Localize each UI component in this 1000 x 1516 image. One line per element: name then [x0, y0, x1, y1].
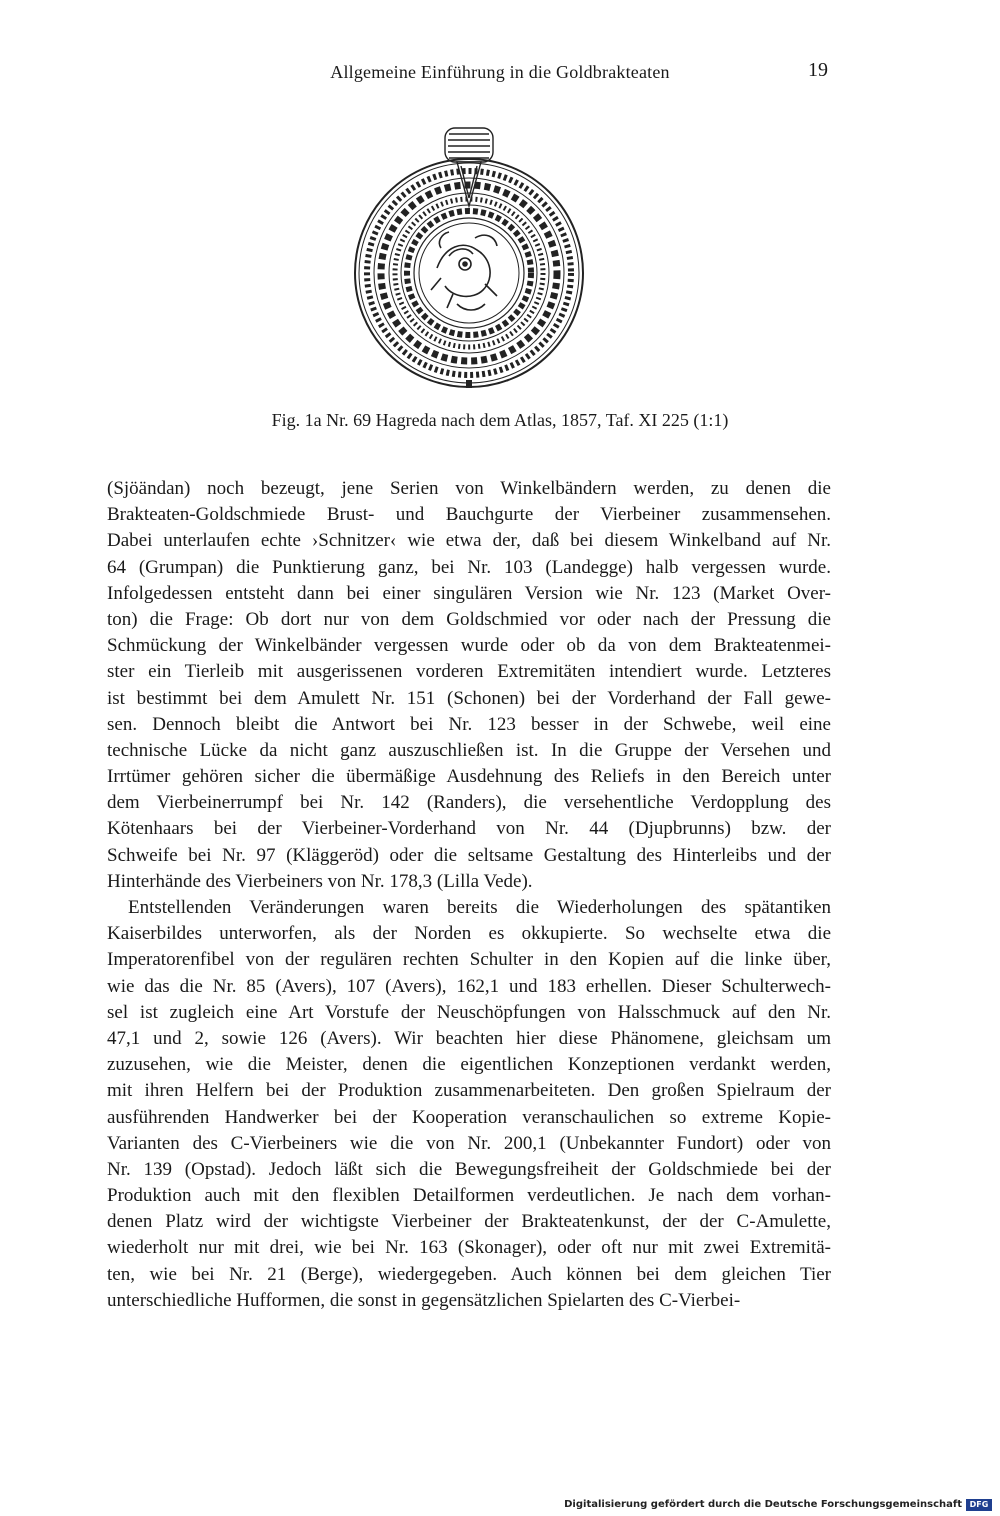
- text-line: 47,1 und 2, sowie 126 (Avers). Wir beachten hier diese Phänomene, gleichsam um: [107, 1027, 831, 1049]
- page-number: 19: [808, 59, 828, 81]
- running-title: Allgemeine Einführung in die Goldbrakteaten: [330, 62, 670, 82]
- figure-caption: Fig. 1a Nr. 69 Hagreda nach dem Atlas, 1857, Taf. XI 225 (1:1): [271, 410, 729, 430]
- text-line: ster ein Tierleib mit ausgerissenen vorderen Extremitäten intendiert wurde. Letzteres: [107, 661, 831, 683]
- text-line: sen. Dennoch bleibt die Antwort bei Nr. 123 besser in der Schwebe, weil eine: [107, 713, 831, 735]
- text-line: Brakteaten-Goldschmiede Brust- und Bauchgurte der Vierbeiner zusammensehen.: [107, 504, 831, 526]
- text-line: ton) die Frage: Ob dort nur von dem Goldschmied vor oder nach der Pressung die: [107, 608, 831, 630]
- text-line: Produktion auch mit den flexiblen Detailformen verdeutlichen. Je nach dem vorhan-: [107, 1185, 831, 1207]
- text-line: unterschiedliche Hufformen, die sonst in gegensätzlichen Spielarten des C-Vierbei-: [107, 1289, 741, 1311]
- text-line: Entstellenden Veränderungen waren bereits die Wiederholungen des spätantiken: [128, 897, 831, 918]
- text-line: Kötenhaars bei der Vierbeiner-Vorderhand von Nr. 44 (Djupbrunns) bzw. der: [107, 818, 831, 840]
- text-line: 64 (Grumpan) die Punktierung ganz, bei Nr. 103 (Landegge) halb vergessen wurde.: [107, 556, 831, 578]
- text-line: denen Platz wird der wichtigste Vierbeiner der Brakteatenkunst, der der C-Amulette,: [107, 1211, 831, 1233]
- text-line: Infolgedessen entsteht dann bei einer singulären Version wie Nr. 123 (Market Over-: [107, 582, 831, 604]
- figure: [345, 118, 597, 390]
- footer-credit: Digitalisierung gefördert durch die Deutsche Forschungsgemeinschaft: [564, 1499, 962, 1510]
- text-line: Nr. 139 (Opstad). Jedoch läßt sich die Bewegungsfreiheit der Goldschmiede bei der: [107, 1158, 831, 1180]
- text-line: ist bestimmt bei dem Amulett Nr. 151 (Schonen) bei der Vorderhand der Fall gewe-: [107, 687, 831, 709]
- text-line: Varianten des C-Vierbeiners wie die von Nr. 200,1 (Unbekannter Fundort) oder von: [107, 1132, 831, 1154]
- text-line: sel ist zugleich eine Art Vorstufe der Neuschöpfungen von Halsschmuck auf den Nr.: [107, 1001, 831, 1023]
- text-line: wie das die Nr. 85 (Avers), 107 (Avers), 162,1 und 183 erhellen. Dieser Schulterwech-: [107, 975, 831, 997]
- text-line: Imperatorenfibel von der regulären rechten Schulter in den Kopien auf die linke über,: [107, 949, 831, 971]
- text-line: Irrtümer gehören sicher die übermäßige Ausdehnung des Reliefs in den Bereich unter: [107, 766, 831, 788]
- text-line: mit ihren Helfern bei der Produktion zusammenarbeiteten. Den großen Spielraum der: [107, 1080, 831, 1102]
- text-line: Hinterhände des Vierbeiners von Nr. 178,3 (Lilla Vede).: [107, 870, 533, 892]
- bracteate-disc: [355, 159, 583, 387]
- text-line: (Sjöändan) noch bezeugt, jene Serien von Winkelbändern werden, zu denen die: [107, 478, 831, 499]
- dfg-logo: DFG: [966, 1499, 992, 1511]
- text-line: technische Lücke da nicht ganz auszuschließen ist. In die Gruppe der Versehen und: [107, 739, 831, 761]
- text-line: ausführenden Handwerker bei der Kooperation veranschaulichen so extreme Kopie-: [107, 1106, 831, 1128]
- text-line: Schmückung der Winkelbänder vergessen wurde oder ob da von dem Brakteatenmei-: [107, 635, 831, 657]
- body-text: [107, 476, 831, 1314]
- bracteate-clasp: [466, 380, 472, 388]
- text-line: dem Vierbeinerrumpf bei Nr. 142 (Randers), die versehentliche Verdopplung des: [107, 792, 831, 814]
- bracteate-central-motif: [431, 232, 497, 310]
- text-line: Kaiserbildes unterworfen, als der Norden es okkupierte. So wechselte etwa die: [107, 923, 831, 945]
- text-line: Schweife bei Nr. 97 (Kläggeröd) oder die seltsame Gestaltung des Hinterleibs und der: [107, 844, 831, 866]
- text-line: ten, wie bei Nr. 21 (Berge), wiedergegeben. Auch können bei dem gleichen Tier: [107, 1263, 831, 1285]
- text-line: Dabei unterlaufen echte ›Schnitzer‹ wie etwa der, daß bei diesem Winkelband auf Nr.: [107, 530, 831, 552]
- bracteate-illustration-icon: [345, 118, 597, 390]
- text-line: wiederholt nur mit drei, wie bei Nr. 163 (Skonager), oder oft nur mit zwei Extremitä-: [107, 1237, 831, 1259]
- text-line: zuzusehen, wie die Meister, denen die eigentlichen Konzeptionen verdankt werden,: [107, 1054, 831, 1076]
